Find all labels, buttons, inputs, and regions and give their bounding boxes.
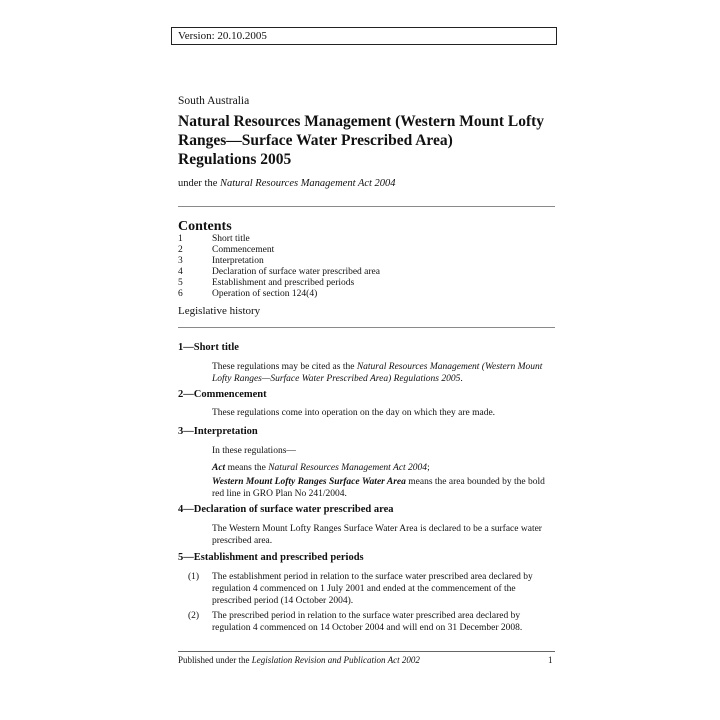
toc-item[interactable] (178, 245, 380, 256)
title-line: Natural Resources Management (Western Mount Lofty (178, 113, 545, 130)
text-run: Published under the (178, 655, 252, 665)
regulations-citation: Natural Resources Management (Western Mount Lofty Ranges—Surface Water Prescribed Area) Regulations 2005 (212, 362, 543, 384)
toc-item[interactable] (178, 256, 380, 267)
section-text: The Western Mount Lofty Ranges Surface Water Area is declared to be a surface water prescribed area. (212, 524, 542, 546)
toc-label: Operation of section 124(4) (212, 289, 318, 299)
toc-label: Commencement (212, 245, 275, 255)
page-number: 1 (548, 655, 553, 665)
enabling-act-line (178, 178, 396, 189)
jurisdiction: South Australia (178, 95, 250, 107)
contents-heading: Contents (178, 219, 232, 234)
section-text (212, 361, 557, 385)
section-heading: 2—Commencement (178, 389, 267, 400)
section-text: In these regulations— (212, 446, 296, 456)
toc-number: 4 (178, 267, 183, 277)
toc-number: 2 (178, 245, 183, 255)
toc-number: 6 (178, 289, 183, 299)
divider (178, 206, 555, 207)
under-prefix: under the (178, 178, 220, 189)
section-heading: 5—Establishment and prescribed periods (178, 552, 364, 563)
toc-number: 5 (178, 278, 183, 288)
defined-term: Act (212, 463, 226, 473)
text-run: means the (225, 463, 269, 473)
defined-term: Western Mount Lofty Ranges Surface Water Area (212, 477, 406, 487)
text-run: means the area bounded by the bold red line in GRO Plan No 241/2004. (212, 477, 545, 499)
section-heading: 3—Interpretation (178, 426, 258, 437)
toc-number: 3 (178, 256, 183, 266)
subsection-text: The establishment period in relation to the surface water prescribed area declared by regulation 4 commenced on 1 July 2001 and ended at the commencement of the prescribed period (14 October 2004). (212, 572, 533, 606)
title-line: Ranges—Surface Water Prescribed Area) (178, 132, 453, 149)
text-run: ; (427, 463, 430, 473)
subsection-number: (2) (188, 611, 200, 621)
publication-act: Legislation Revision and Publication Act 2002 (251, 655, 420, 665)
section-heading: 1—Short title (178, 342, 239, 353)
subsection-text: The prescribed period in relation to the surface water prescribed area declared by regulation 4 commenced on 14 October 2004 and will end on 31 December 2008. (212, 611, 523, 633)
enabling-act: Natural Resources Management Act 2004 (220, 178, 396, 189)
regulation-title (178, 112, 558, 169)
text-run: . (460, 374, 463, 384)
definition (212, 476, 557, 500)
definition (212, 462, 557, 474)
toc-label: Declaration of surface water prescribed area (212, 267, 380, 277)
divider (178, 327, 555, 328)
text-run: These regulations may be cited as the (212, 362, 357, 372)
toc-item[interactable] (178, 234, 380, 245)
toc-label: Interpretation (212, 256, 264, 266)
toc-label: Establishment and prescribed periods (212, 278, 355, 288)
act-citation: Natural Resources Management Act 2004 (268, 463, 428, 473)
title-line: Regulations 2005 (178, 151, 292, 168)
version-box: Version: 20.10.2005 (171, 27, 557, 45)
legislative-history-link[interactable]: Legislative history (178, 305, 261, 317)
subsection-number: (1) (188, 572, 200, 582)
table-of-contents (178, 234, 380, 300)
toc-item[interactable] (178, 278, 380, 289)
footer-text (178, 655, 420, 665)
footer-divider (178, 651, 555, 652)
toc-item[interactable] (178, 267, 380, 278)
toc-item[interactable] (178, 289, 380, 300)
toc-label: Short title (212, 234, 250, 244)
section-text: These regulations come into operation on the day on which they are made. (212, 408, 496, 418)
section-heading: 4—Declaration of surface water prescribed area (178, 504, 394, 515)
toc-number: 1 (178, 234, 183, 244)
